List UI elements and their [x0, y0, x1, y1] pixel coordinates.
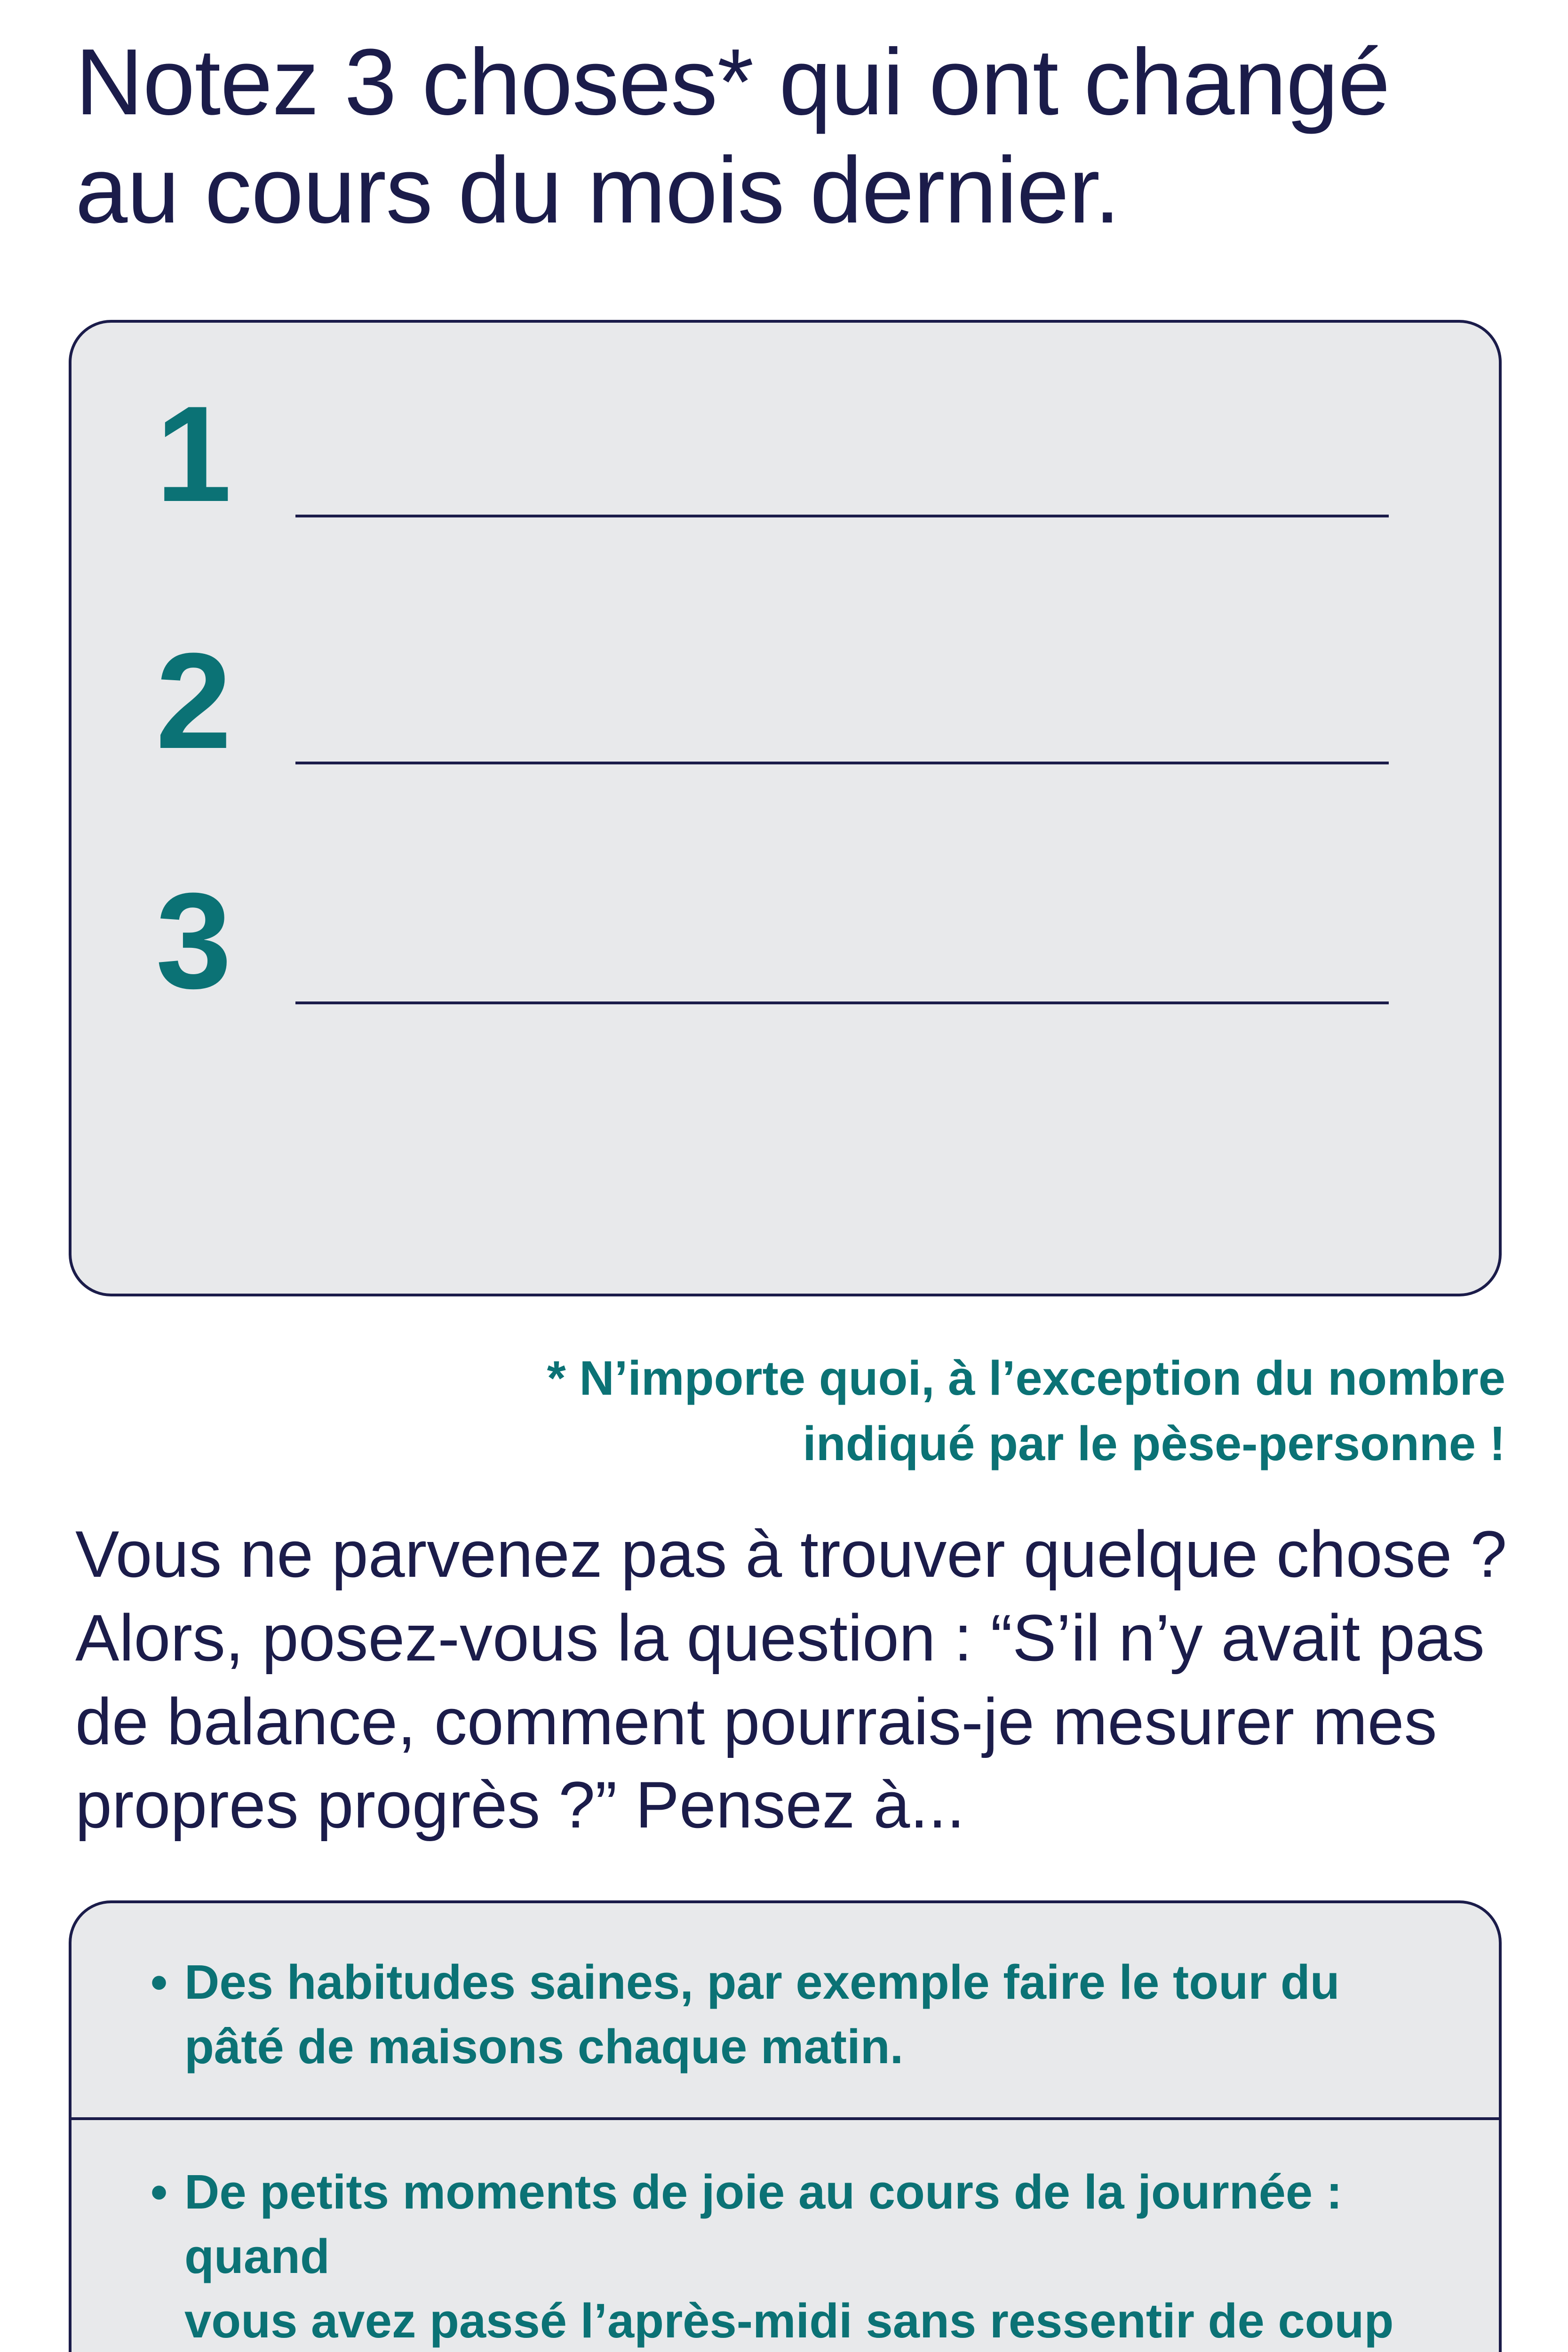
tip-line: De petits moments de joie au cours de la journée : quand	[184, 2165, 1343, 2283]
tip-line: vous avez passé l’après-midi sans ressentir de coup	[184, 2293, 1394, 2348]
numbered-lines	[69, 320, 1502, 1296]
page-title	[75, 28, 1515, 245]
tips-list	[69, 1900, 1502, 2352]
tip-line: pâté de maisons chaque matin.	[184, 2019, 904, 2074]
tip-text	[184, 2160, 1461, 2352]
title-line: au cours du mois dernier.	[75, 138, 1120, 243]
intro-paragraph	[75, 1512, 1534, 1847]
title-line: Notez 3 choses* qui ont changé	[75, 30, 1390, 135]
footnote-line: * N’importe quoi, à l’exception du nombre	[547, 1351, 1505, 1405]
line-number: 2	[156, 625, 232, 777]
tip-text	[184, 1950, 1461, 2079]
write-line-3[interactable]	[295, 1001, 1389, 1004]
numbered-line-2	[69, 625, 1502, 793]
write-line-1[interactable]	[295, 515, 1389, 517]
intro-line: de balance, comment pourrais-je mesurer mes	[75, 1684, 1437, 1758]
intro-line: Alors, posez-vous la question : “S’il n’y avait pas	[75, 1600, 1485, 1675]
list-item	[72, 2117, 1499, 2352]
footnote	[329, 1345, 1505, 1476]
bullet-icon: •	[151, 1955, 168, 2009]
line-number: 3	[156, 865, 232, 1017]
write-line-2[interactable]	[295, 762, 1389, 764]
numbered-line-1	[69, 378, 1502, 546]
intro-line: propres progrès ?” Pensez à...	[75, 1768, 965, 1842]
footnote-line: indiqué par le pèse-personne !	[803, 1416, 1505, 1471]
numbered-line-3	[69, 865, 1502, 1033]
tip-line: Des habitudes saines, par exemple faire le tour du	[184, 1955, 1340, 2009]
list-item	[72, 1903, 1499, 2117]
line-number: 1	[156, 378, 232, 530]
bullet-icon: •	[151, 2165, 168, 2219]
intro-line: Vous ne parvenez pas à trouver quelque chose ?	[75, 1517, 1507, 1591]
